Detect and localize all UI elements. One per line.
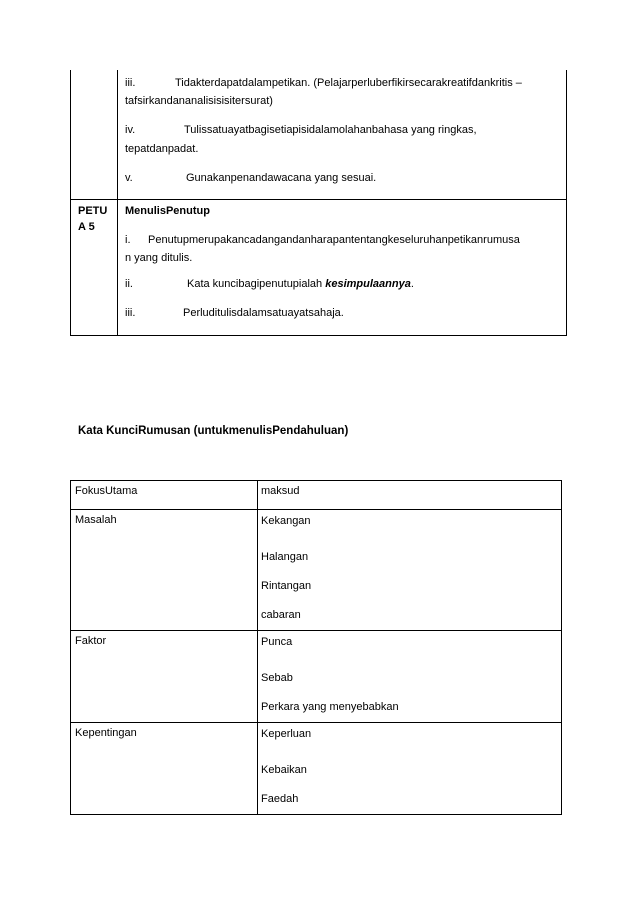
meaning-item: Perkara yang menyebabkan [261, 701, 399, 713]
item-text-cont: tafsirkandananalisisisitersurat) [125, 95, 273, 107]
row-heading: MenulisPenutup [125, 205, 210, 217]
item-text-plain: Kata kuncibagipenutupialah [187, 278, 326, 290]
item-text: Penutupmerupakancadangandanharapantentangkeseluruhanpetikanrumusa [148, 234, 520, 246]
item-text-emphasis: kesimpulaannya [325, 278, 411, 290]
row-label-cont: A 5 [78, 221, 95, 233]
meaning-item: Halangan [261, 551, 309, 563]
item-text-cont: n yang ditulis. [125, 252, 193, 264]
meaning-cell [258, 510, 562, 631]
meaning-item: Keperluan [261, 728, 312, 740]
item-text: Tulissatuayatbagisetiapisidalamolahanbahasa yang ringkas, [184, 124, 477, 136]
meaning-item: Sebab [261, 672, 293, 684]
item-text: Tidakterdapatdalampetikan. (Pelajarperluberfikirsecarakreatifdankritis – [175, 77, 522, 89]
item-text-cont: tepatdanpadat. [125, 143, 199, 155]
column-divider [117, 70, 118, 335]
section-title: Kata KunciRumusan (untukmenulisPendahuluan) [78, 425, 349, 437]
row-divider [71, 199, 566, 200]
meaning-item: Rintangan [261, 580, 312, 592]
item-number: i. [125, 234, 131, 246]
meaning-item: Faedah [261, 793, 299, 805]
meaning-item: cabaran [261, 609, 301, 621]
header-cell: FokusUtama [71, 481, 258, 510]
item-number: iv. [125, 124, 136, 136]
item-text: Perluditulisdalamsatuayatsahaja. [183, 307, 344, 319]
item-number: v. [125, 172, 133, 184]
item-number: iii. [125, 77, 136, 89]
meaning-cell [258, 723, 562, 815]
meaning-item: Kebaikan [261, 764, 307, 776]
table-header-row [71, 481, 562, 510]
item-text-end: . [410, 278, 414, 290]
item-text: Gunakanpenandawacana yang sesuai. [186, 172, 377, 184]
meaning-cell [258, 631, 562, 723]
table-row [71, 631, 562, 723]
table-row [71, 510, 562, 631]
item-number: ii. [125, 278, 133, 290]
focus-cell: Masalah [71, 510, 258, 631]
meaning-item: Kekangan [261, 515, 311, 527]
row-label: PETU [78, 205, 108, 217]
table-row [71, 723, 562, 815]
focus-cell: Kepentingan [71, 723, 258, 815]
meaning-item: Punca [261, 636, 293, 648]
item-number: iii. [125, 307, 136, 319]
guideline-table [70, 70, 567, 336]
keyword-table [70, 480, 562, 815]
header-cell: maksud [258, 481, 562, 510]
focus-cell: Faktor [71, 631, 258, 723]
item-text [187, 277, 414, 292]
